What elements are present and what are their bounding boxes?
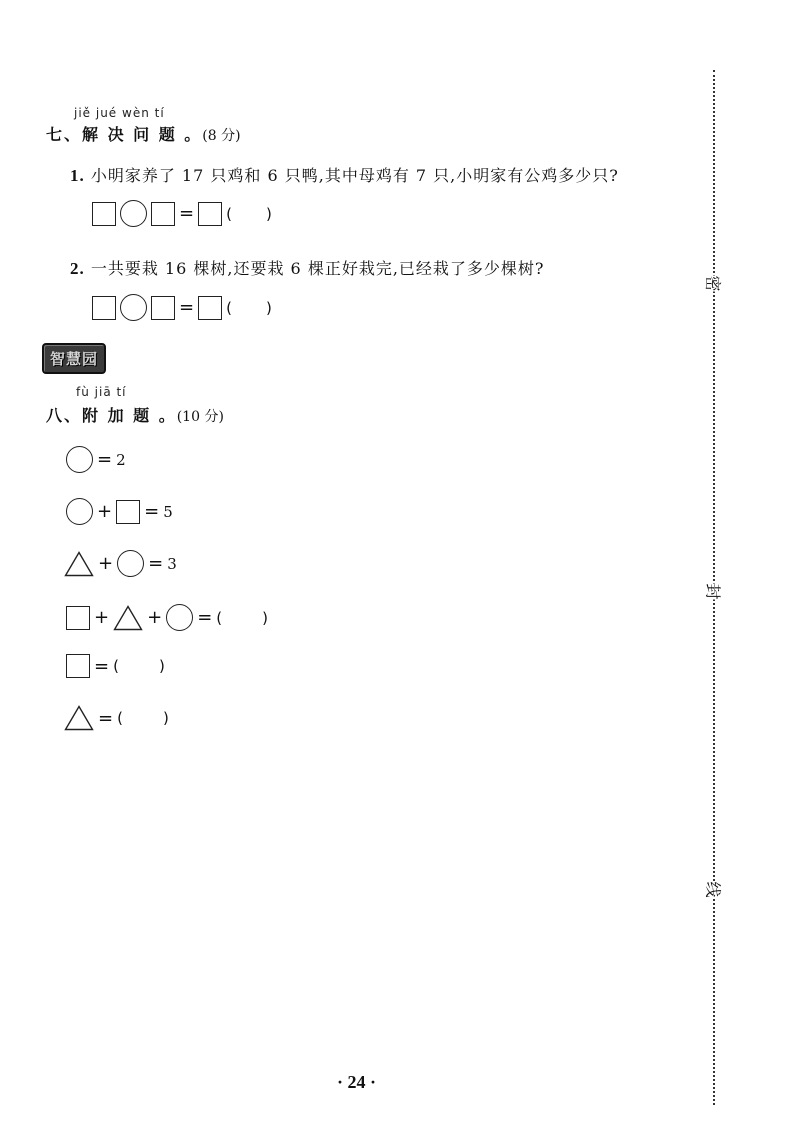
- equation-5: [66, 654, 165, 678]
- answer-paren-open: (: [216, 608, 223, 627]
- equals-sign: =: [197, 607, 213, 628]
- question-2-text: 一共要栽 16 棵树,还要栽 6 棵正好栽完,已经栽了多少棵树?: [90, 259, 545, 278]
- wisdom-garden-label: 智慧园: [50, 350, 99, 368]
- question-1: [70, 163, 619, 186]
- circle-icon[interactable]: [120, 294, 147, 321]
- plus-sign: +: [98, 553, 114, 574]
- equals-sign: =: [179, 203, 195, 224]
- equals-sign: =: [94, 655, 110, 677]
- equation-1: [66, 446, 126, 473]
- section8-pinyin: fù jiā tí: [76, 385, 127, 399]
- unit-paren-open: (: [226, 298, 232, 317]
- binding-label-sealed: 封: [701, 583, 728, 599]
- equation-4: [66, 604, 268, 631]
- equation-1-value: 2: [116, 450, 126, 469]
- plus-sign: +: [94, 607, 110, 628]
- section8-title-text: 八、附 加 题 。: [46, 406, 177, 425]
- circle-icon: [166, 604, 193, 631]
- equals-sign: =: [179, 297, 195, 318]
- equation-2-value: 5: [163, 502, 173, 521]
- equation-6: [64, 705, 169, 731]
- equals-sign: =: [148, 553, 164, 574]
- equation-3: [64, 550, 177, 577]
- binding-label-line: 线: [701, 881, 728, 897]
- box-icon[interactable]: [151, 202, 175, 226]
- circle-icon[interactable]: [120, 200, 147, 227]
- question-1-answer-row: [92, 200, 272, 227]
- page-number: · 24 ·: [337, 1072, 377, 1092]
- question-2-answer-row: [92, 294, 272, 321]
- box-icon: [66, 654, 90, 678]
- section7-title-text: 七、解 决 问 题 。: [46, 125, 203, 144]
- unit-paren-close: ): [265, 298, 272, 317]
- equals-sign: =: [98, 707, 114, 729]
- unit-paren-close: ): [265, 204, 272, 223]
- box-icon[interactable]: [198, 296, 222, 320]
- answer-paren-close: ): [162, 709, 169, 727]
- answer-paren-close: ): [262, 608, 268, 627]
- answer-paren-open: (: [113, 657, 119, 675]
- box-icon[interactable]: [92, 202, 116, 226]
- triangle-icon: [64, 551, 94, 577]
- box-icon[interactable]: [198, 202, 222, 226]
- section7-pinyin: jiě jué wèn tí: [74, 106, 165, 120]
- box-icon[interactable]: [92, 296, 116, 320]
- circle-icon: [66, 446, 93, 473]
- plus-sign: +: [147, 607, 163, 628]
- section8-title: [46, 403, 224, 426]
- equation-3-value: 3: [167, 554, 177, 573]
- box-icon: [116, 500, 140, 524]
- box-icon[interactable]: [151, 296, 175, 320]
- triangle-icon: [64, 705, 94, 731]
- equals-sign: =: [97, 449, 113, 470]
- question-1-text: 小明家养了 17 只鸡和 6 只鸭,其中母鸡有 7 只,小明家有公鸡多少只?: [90, 166, 619, 185]
- answer-paren-open: (: [117, 709, 123, 727]
- triangle-icon: [113, 605, 143, 631]
- equation-2: [66, 498, 173, 525]
- wisdom-garden-badge: [42, 343, 106, 374]
- answer-paren-close: ): [158, 657, 165, 675]
- binding-label-seal: 密: [701, 275, 728, 291]
- box-icon: [66, 606, 90, 630]
- section7-score: (8 分): [202, 128, 241, 144]
- section8-score: (10 分): [176, 409, 224, 425]
- unit-paren-open: (: [226, 204, 232, 223]
- question-1-number: 1.: [70, 166, 85, 185]
- circle-icon: [66, 498, 93, 525]
- circle-icon: [117, 550, 144, 577]
- plus-sign: +: [97, 501, 113, 522]
- question-2: [70, 256, 544, 279]
- section7-title: [46, 122, 241, 145]
- question-2-number: 2.: [70, 259, 85, 278]
- equals-sign: =: [144, 501, 160, 522]
